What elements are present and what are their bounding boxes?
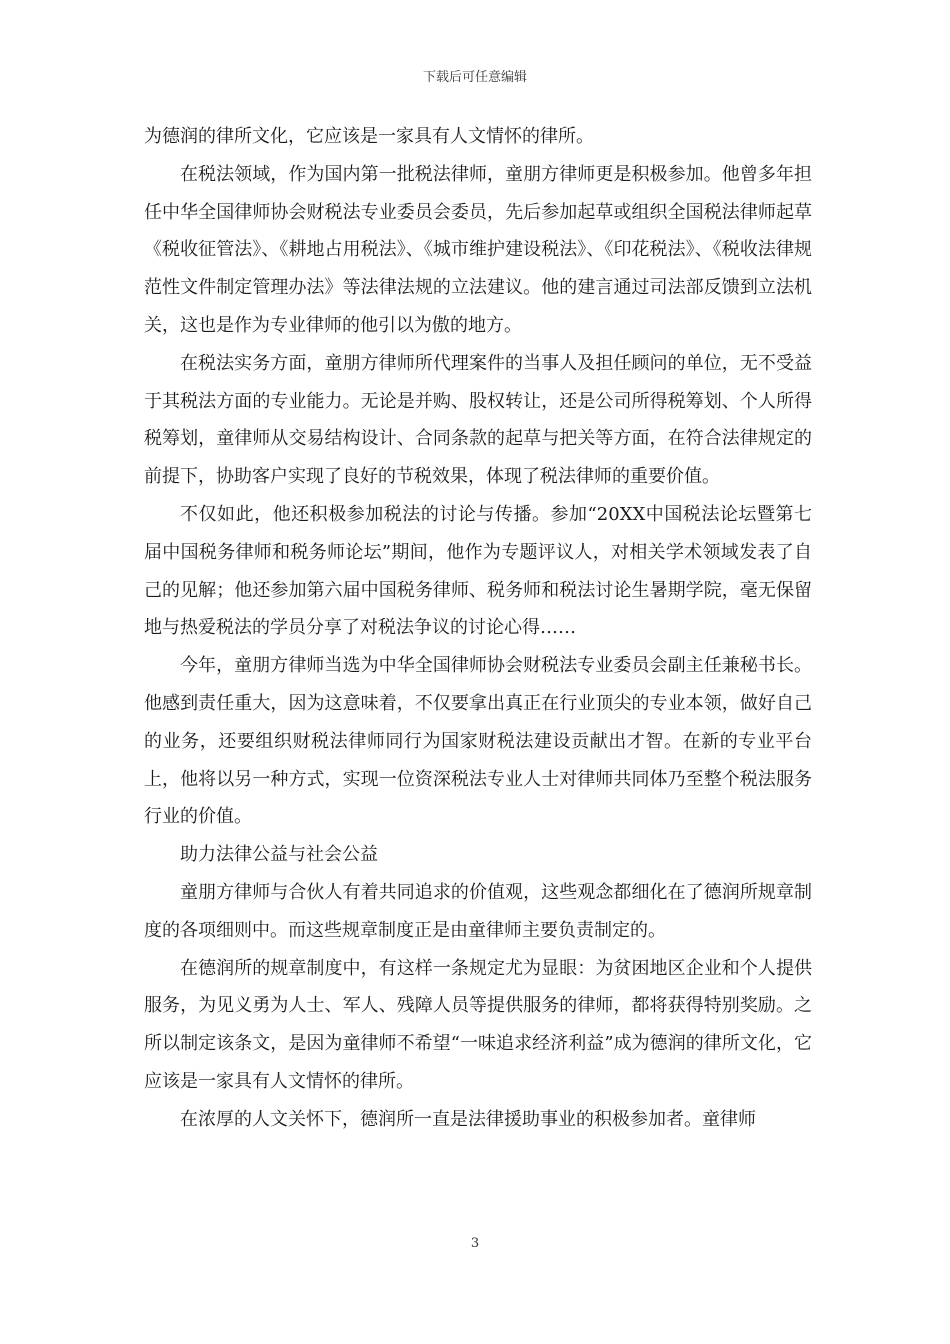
paragraph: 今年，童朋方律师当选为中华全国律师协会财税法专业委员会副主任兼秘书长。他感到责任重大，因为这意味着，不仅要拿出真正在行业顶尖的专业本领，做好自己的业务，还要组织财税法律师同行为国家财税法建设贡献出才智。在新的专业平台上，他将以另一种方式，实现一位资深税法专业人士对律师共同体乃至整个税法服务行业的价值。 — [144, 655, 812, 828]
paragraph: 在德润所的规章制度中，有这样一条规定尤为显眼：为贫困地区企业和个人提供服务，为见义勇为人士、军人、残障人员等提供服务的律师，都将获得特别奖励。之所以制定该条文，是因为童律师不希望“一味追求经济利益”成为德润的律所文化，它应该是一家具有人文情怀的律所。 — [144, 957, 812, 1092]
page-header: 下载后可任意编辑 — [422, 70, 527, 85]
page-number: 3 — [470, 1236, 480, 1251]
paragraph: 在税法领域，作为国内第一批税法律师，童朋方律师更是积极参加。他曾多年担任中华全国律师协会财税法专业委员会委员，先后参加起草或组织全国税法律师起草《税收征管法》、《耕地占用税法》、《城市维护建设税法》、《印花税法》、《税收法律规范性文件制定管理办法》等法律法规的立法建议。他的建言通过司法部反馈到立法机关，这也是作为专业律师的他引以为傲的地方。 — [144, 163, 812, 336]
paragraph-continuation: 为德润的律所文化，它应该是一家具有人文情怀的律所。 — [144, 126, 594, 147]
document-body — [144, 118, 812, 1139]
section-heading: 助力法律公益与社会公益 — [180, 844, 378, 866]
paragraph: 童朋方律师与合伙人有着共同追求的价值观，这些观念都细化在了德润所规章制度的各项细则中。而这些规章制度正是由童律师主要负责制定的。 — [144, 881, 812, 941]
paragraph: 在浓厚的人文关怀下，德润所一直是法律援助事业的积极参加者。童律师 — [180, 1108, 756, 1130]
paragraph: 在税法实务方面，童朋方律师所代理案件的当事人及担任顾问的单位，无不受益于其税法方面的专业能力。无论是并购、股权转让，还是公司所得税筹划、个人所得税筹划，童律师从交易结构设计、合同条款的起草与把关等方面，在符合法律规定的前提下，协助客户实现了良好的节税效果，体现了税法律师的重要价值。 — [144, 352, 812, 488]
paragraph: 不仅如此，他还积极参加税法的讨论与传播。参加“20XX中国税法论坛暨第七届中国税务律师和税务师论坛”期间，他作为专题评议人，对相关学术领域发表了自己的见解；他还参加第六届中国税务律师、税务师和税法讨论生暑期学院，毫无保留地与热爱税法的学员分享了对税法争议的讨论心得…… — [144, 503, 812, 639]
